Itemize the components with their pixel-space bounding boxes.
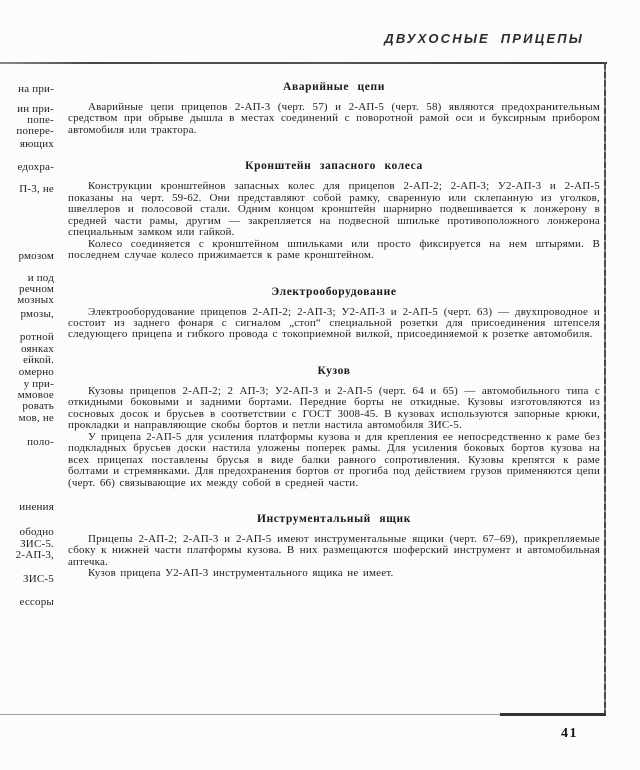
margin-text-fragment: омерно (18, 366, 54, 378)
margin-text-fragment: рмозом (18, 250, 54, 262)
margin-text-fragment: ейкой. (23, 354, 54, 366)
bottom-rule-dark-segment (500, 713, 606, 716)
margin-text-fragment: у при- (23, 378, 54, 390)
margin-text-fragment: ротной (19, 331, 54, 343)
margin-text-fragment: ин при- (17, 103, 54, 115)
running-header: ДВУХОСНЫЕ ПРИЦЕПЫ (384, 31, 584, 46)
margin-text-fragment: рмозы, (20, 308, 54, 320)
paragraph: Кузов прицепа У2-АП-3 инструментального ящика не имеет. (88, 567, 394, 580)
margin-text-fragment: ровать (22, 400, 54, 412)
margin-text-fragment: ммовое (17, 389, 54, 401)
margin-text-fragment: поло- (27, 436, 54, 448)
margin-text-fragment: оянках (21, 343, 54, 355)
margin-text-fragment: 2-АП-3, (15, 549, 54, 561)
paragraph: Электрооборудование прицепов 2-АП-2; 2-АП-3; У2-АП-3 и 2-АП-5 (черт. 63) — двухпроводное и состоит из заднего фонаря с сигналом „стоп“ специальной розетки для присоединения штепселя следующего прицепа и гибкого провода с токоприемной вилкой, присоединяемой к розетке автомобиля. (68, 305, 600, 341)
margin-text-fragment: ЗИС-5 (23, 573, 54, 585)
margin-text-fragment: ЗИС-5. (20, 538, 54, 550)
section-heading: Инструментальный ящик (257, 512, 411, 525)
margin-text-fragment: речном (19, 283, 54, 295)
margin-text-fragment: яющих (19, 138, 54, 150)
margin-text-fragment: на при- (18, 83, 54, 95)
section-heading: Кронштейн запасного колеса (245, 160, 423, 173)
right-page-edge-rule (604, 62, 606, 716)
main-text-column (68, 62, 600, 580)
margin-text-fragment: и под (27, 272, 54, 284)
margin-text-fragment: ободно (19, 526, 54, 538)
section-heading: Кузов (317, 364, 351, 377)
paragraph: Конструкции кронштейнов запасных колес для прицепов 2-АП-2; 2-АП-3; У2-АП-3 и 2-АП-5 показаны на черт. 59-62. Они представляют собой рамку, сваренную или склепанную из уголков, швеллеров и полосовой стали. Одним концом кронштейн шарнирно подвешивается к лонжерону в средней части рамы, другим — закрепляется на подвесной шпильке противоположного лонжерона специальным замком или гайкой. (68, 180, 600, 239)
margin-text-fragment: ессоры (19, 596, 54, 608)
margin-text-fragment: едохра- (17, 161, 54, 173)
paragraph: У прицепа 2-АП-5 для усиления платформы кузова и для крепления ее непосредственно к раме без подкладных брусьев доски настила уложены поперек рамы. Для усиления боковых бортов кузова на всех прицепах поставлены брусья в виде балки равного сопротивления. Кузовы крепятся к раме болтами и стремянками. Для предохранения бортов от прогиба под действием грузов применяются цепи (черт. 66) связывающие их между собой в средней части. (68, 430, 600, 489)
section-heading: Аварийные цепи (283, 81, 385, 93)
left-margin-cutoff-text (0, 0, 57, 770)
margin-text-fragment: П-3, не (19, 183, 54, 195)
paragraph: Колесо соединяется с кронштейном шпильками или просто фиксируется на нем штырями. В последнем случае колесо прижимается к раме кронштейном. (68, 237, 600, 262)
margin-text-fragment: попе- (27, 114, 54, 126)
margin-text-fragment: мов, не (18, 412, 54, 424)
margin-text-fragment: инения (19, 501, 54, 513)
section-heading: Электрооборудование (271, 285, 397, 298)
paragraph: Прицепы 2-АП-2; 2-АП-3 и 2-АП-5 имеют инструментальные ящики (черт. 67–69), прикрепляемые сбоку к нижней части платформы кузова. В них размещаются шоферский инструмент и автомобильная аптечка. (68, 532, 600, 568)
paragraph: Аварийные цепи прицепов 2-АП-3 (черт. 57) и 2-АП-5 (черт. 58) являются предохранительным средством при обрыве дышла в местах соединений с поворотной рамой оси и буксирным прибором автомобиля или трактора. (68, 101, 600, 136)
margin-text-fragment: мозных (17, 294, 54, 306)
page-number: 41 (561, 726, 578, 741)
margin-text-fragment: попере- (16, 125, 54, 137)
paragraph: Кузовы прицепов 2-АП-2; 2 АП-3; У2-АП-3 и 2-АП-5 (черт. 64 и 65) — автомобильного типа с откидными боковыми и задними бортами. Передние борты не откидные. Кузовы изготовляются из сосновых досок и брусьев в соответствии с ГОСТ 3008-45. В кузовах используются запорные крюки, прокладки и направляющие скобы бортов и петли настила автомобиля ЗИС-5. (68, 384, 600, 432)
